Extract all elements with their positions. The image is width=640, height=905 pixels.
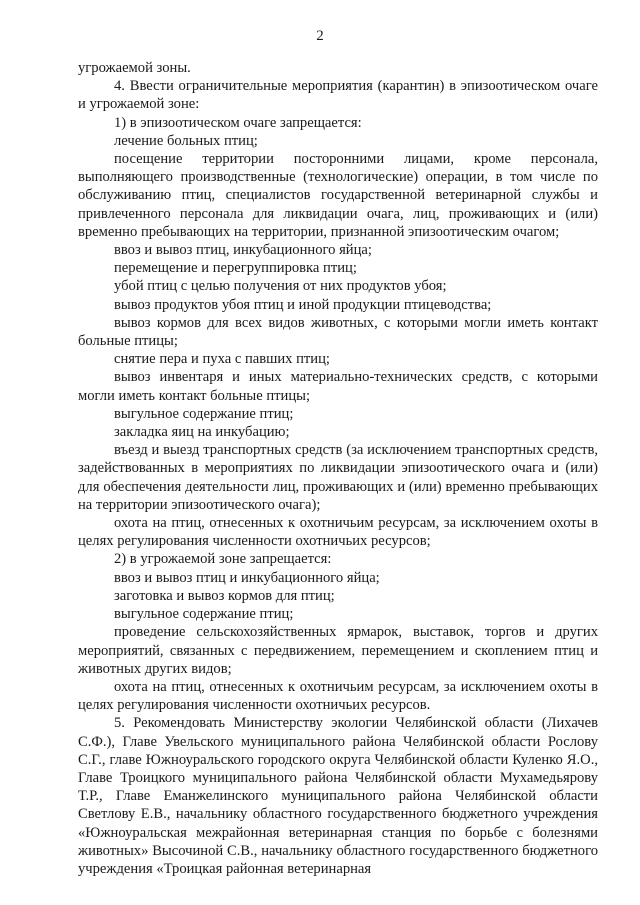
paragraph: убой птиц с целью получения от них продуктов убоя; <box>114 278 447 295</box>
page-number: 2 <box>316 28 324 44</box>
paragraph: вывоз продуктов убоя птиц и иной продукции птицеводства; <box>114 296 492 313</box>
paragraph: охота на птиц, отнесенных к охотничьим ресурсам, за исключением охоты в целях регулирования численности охотничьих ресурсов; <box>78 515 598 550</box>
paragraph: вывоз кормов для всех видов животных, с которыми могли иметь контакт больные птицы; <box>78 314 598 350</box>
paragraph: заготовка и вывоз кормов для птиц; <box>114 587 335 604</box>
paragraph: посещение территории посторонними лицами, кроме персонала, выполняющего производственные (технологические) операции, в том числе по обслуживанию птиц, специалистов государственной ветеринарной службы и привлеченного персонала для ликвидации очага, лиц, проживающих и (или) временно пребывающих на территории, признанной эпизоотическим очагом; <box>78 151 598 240</box>
paragraph: закладка яиц на инкубацию; <box>114 424 290 441</box>
paragraph: ввоз и вывоз птиц и инкубационного яйца; <box>114 569 380 586</box>
paragraph: вывоз инвентаря и иных материально-технических средств, с которыми могли иметь контакт больные птицы; <box>78 369 598 404</box>
paragraph: выгульное содержание птиц; <box>114 606 294 623</box>
paragraph: проведение сельскохозяйственных ярмарок, выставок, торгов и других мероприятий, связанных с передвижением, перемещением и скоплением птиц и животных других видов; <box>78 624 598 677</box>
paragraph: 2) в угрожаемой зоне запрещается: <box>114 551 332 568</box>
paragraph: въезд и выезд транспортных средств (за исключением транспортных средств, задействованных в мероприятиях по ликвидации эпизоотического очага и (или) для обеспечения деятельности лиц, проживающих и (или) временно пребывающих на территории эпизоотического очага); <box>78 442 598 513</box>
document-body <box>78 59 598 878</box>
paragraph: ввоз и вывоз птиц, инкубационного яйца; <box>114 242 372 259</box>
paragraph: угрожаемой зоны. <box>78 60 191 76</box>
paragraph: 1) в эпизоотическом очаге запрещается: <box>114 114 362 131</box>
paragraph: выгульное содержание птиц; <box>114 405 294 422</box>
paragraph: 4. Ввести ограничительные мероприятия (карантин) в эпизоотическом очаге и угрожаемой зоне: <box>78 78 598 113</box>
paragraph: снятие пера и пуха с павших птиц; <box>114 351 330 368</box>
paragraph: 5. Рекомендовать Министерству экологии Челябинской области (Лихачев С.Ф.), Главе Увельского муниципального района Челябинской области Рослову С.Г., главе Южноуральского городского округа Челябинской области Куленко Я.О., Главе Троицкого муниципального района Челябинской области Мухамедьярову Т.Р., Главе Еманжелинского муниципального района Челябинской области Светлову Е.В., начальнику областного государственного бюджетного учреждения «Южноуральская межрайонная ветеринарная станция по борьбе с болезнями животных» Высочиной С.В., начальнику областного государственного бюджетного учреждения «Троицкая районная ветеринарная <box>78 715 598 877</box>
paragraph: лечение больных птиц; <box>114 132 258 149</box>
paragraph: перемещение и перегруппировка птиц; <box>114 260 357 277</box>
paragraph: охота на птиц, отнесенных к охотничьим ресурсам, за исключением охоты в целях регулирования численности охотничьих ресурсов. <box>78 678 598 714</box>
